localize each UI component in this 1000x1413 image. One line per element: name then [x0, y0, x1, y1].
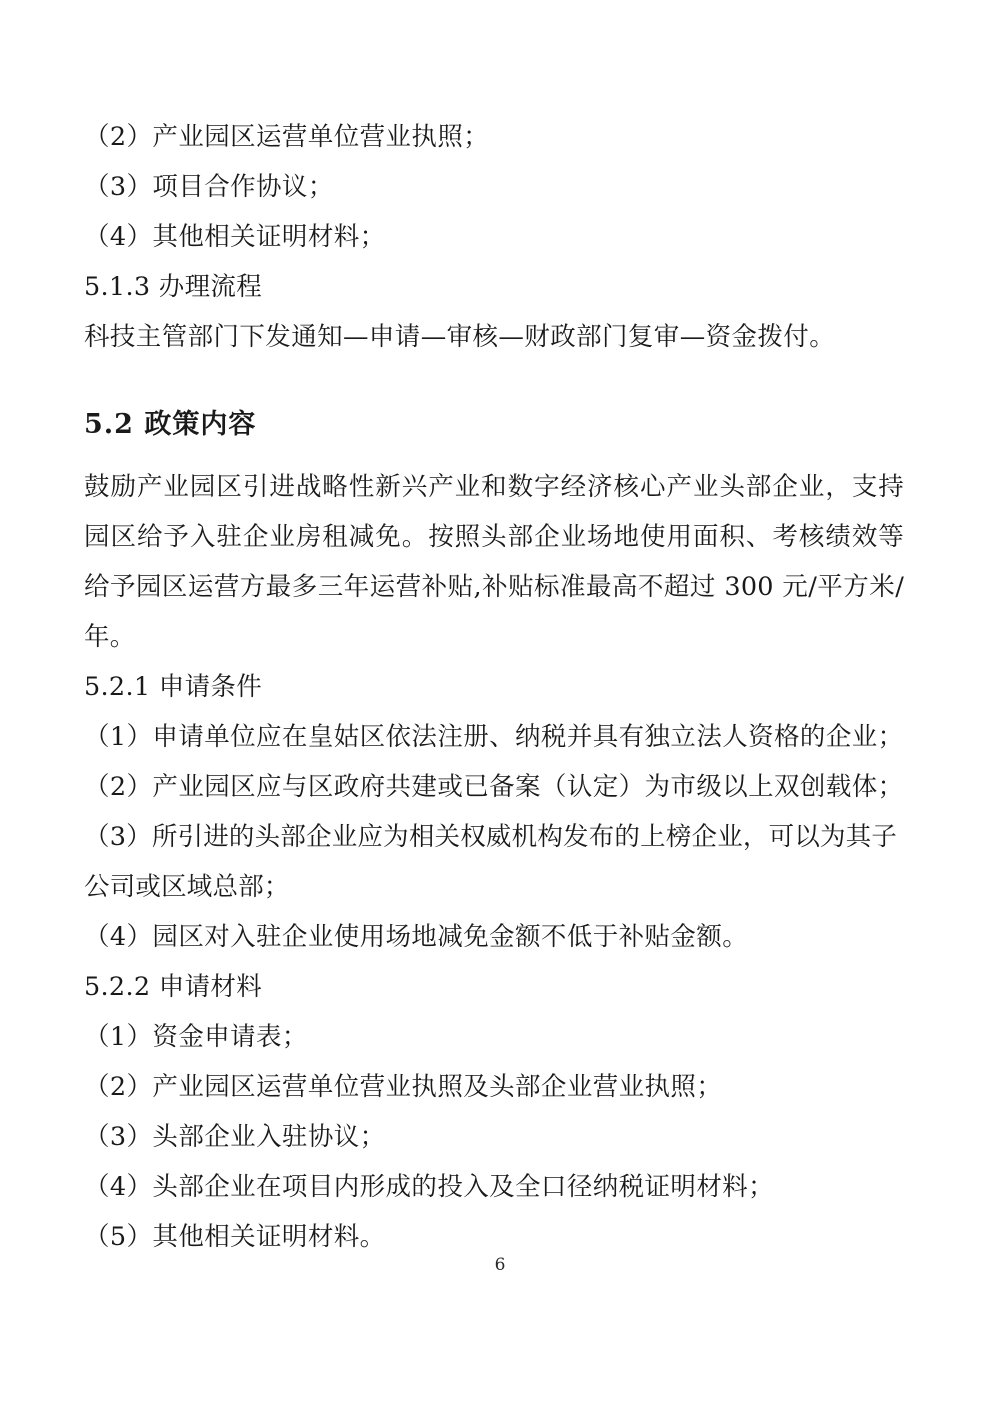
list-item: （1）资金申请表； [84, 1022, 308, 1052]
sub-heading-513: 5.1.3 办理流程 [84, 272, 262, 302]
list-item: （2）产业园区应与区政府共建或已备案（认定）为市级以上双创载体； [84, 772, 904, 802]
list-item: （4）园区对入驻企业使用场地减免金额不低于补贴金额。 [84, 922, 749, 952]
sub-heading-522: 5.2.2 申请材料 [84, 972, 262, 1002]
list-item: （3）头部企业入驻协议； [84, 1122, 386, 1152]
list-item: （2）产业园区运营单位营业执照及头部企业营业执照； [84, 1072, 723, 1102]
list-item: （4）其他相关证明材料； [84, 222, 386, 252]
paragraph-process: 科技主管部门下发通知—申请—审核—财政部门复审—资金拨付。 [84, 322, 836, 352]
list-item: （1）申请单位应在皇姑区依法注册、纳税并具有独立法人资格的企业； [84, 722, 904, 752]
page-number: 6 [494, 1255, 506, 1275]
list-item: （5）其他相关证明材料。 [84, 1222, 386, 1252]
sub-heading-521: 5.2.1 申请条件 [84, 672, 262, 702]
section-heading-52: 5.2 政策内容 [84, 409, 257, 440]
list-item: （3）所引进的头部企业应为相关权威机构发布的上榜企业，可以为其子公司或区域总部； [84, 822, 898, 902]
list-item: （3）项目合作协议； [84, 172, 334, 202]
list-item: （2）产业园区运营单位营业执照； [84, 122, 490, 152]
list-item: （4）头部企业在项目内形成的投入及全口径纳税证明材料； [84, 1172, 775, 1202]
paragraph-policy-content: 鼓励产业园区引进战略性新兴产业和数字经济核心产业头部企业，支持园区给予入驻企业房租减免。按照头部企业场地使用面积、考核绩效等给予园区运营方最多三年运营补贴,补贴标准最高不超过 300 元/平方米/年。 [84, 472, 904, 652]
document-body [84, 112, 904, 1262]
